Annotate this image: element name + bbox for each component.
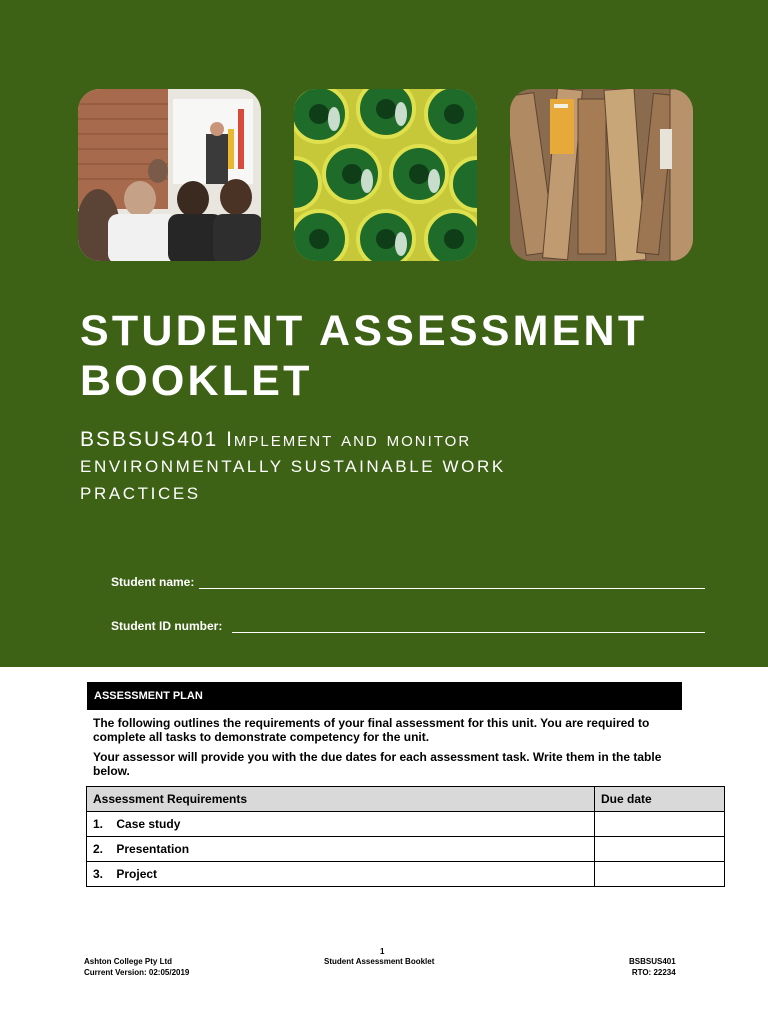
row-number: 3. bbox=[93, 867, 104, 881]
student-id-line[interactable] bbox=[232, 619, 705, 633]
footer-unit: BSBSUS401 bbox=[629, 957, 676, 966]
title-line-1: STUDENT ASSESSMENT bbox=[80, 307, 648, 355]
student-name-line[interactable] bbox=[199, 575, 705, 589]
subtitle-line-4: PRACTICES bbox=[80, 484, 201, 503]
requirement-cell bbox=[87, 812, 595, 837]
col-due-date: Due date bbox=[595, 787, 725, 812]
row-label: Case study bbox=[116, 817, 181, 831]
row-number: 1. bbox=[93, 817, 104, 831]
plan-paragraph-1: The following outlines the requirements of your final assessment for this unit. You are required to complete all tasks to demonstrate competency for the unit. bbox=[93, 716, 650, 744]
requirement-cell bbox=[87, 837, 595, 862]
table-header-row bbox=[87, 787, 725, 812]
student-name-field[interactable] bbox=[111, 571, 705, 589]
classroom-photo bbox=[78, 89, 261, 261]
assessment-plan-header: ASSESSMENT PLAN bbox=[87, 682, 682, 710]
footer-left bbox=[84, 956, 189, 978]
plan-paragraph-2: Your assessor will provide you with the due dates for each assessment task. Write them in the table below. bbox=[93, 750, 662, 778]
table-row bbox=[87, 812, 725, 837]
page-number: 1 bbox=[380, 947, 385, 956]
footer-doc-title: Student Assessment Booklet bbox=[324, 957, 435, 966]
row-label: Project bbox=[116, 867, 158, 881]
row-number: 2. bbox=[93, 842, 104, 856]
footer-right bbox=[629, 956, 676, 978]
requirement-cell bbox=[87, 862, 595, 887]
student-id-field[interactable] bbox=[111, 615, 705, 633]
subtitle-line-2: Implement and monitor bbox=[226, 428, 472, 451]
unit-subtitle bbox=[80, 426, 740, 507]
cardboard-photo bbox=[510, 89, 693, 261]
due-date-cell[interactable] bbox=[595, 862, 725, 887]
footer-org: Ashton College Pty Ltd bbox=[84, 957, 172, 966]
col-requirements: Assessment Requirements bbox=[87, 787, 595, 812]
footer-version: Current Version: 02:05/2019 bbox=[84, 968, 190, 977]
subtitle-line-3: ENVIRONMENTALLY SUSTAINABLE WORK bbox=[80, 457, 506, 476]
footer-rto: RTO: 22234 bbox=[631, 968, 676, 977]
row-label: Presentation bbox=[116, 842, 190, 856]
student-name-label: Student name: bbox=[111, 575, 195, 589]
due-date-cell[interactable] bbox=[595, 837, 725, 862]
table-row bbox=[87, 837, 725, 862]
table-row bbox=[87, 862, 725, 887]
booklet-title bbox=[80, 306, 740, 406]
unit-code: BSBSUS401 bbox=[80, 428, 227, 451]
bottles-photo bbox=[294, 89, 477, 261]
title-line-2: BOOKLET bbox=[80, 357, 313, 405]
student-id-label: Student ID number: bbox=[111, 619, 223, 633]
assessment-table bbox=[86, 786, 725, 887]
due-date-cell[interactable] bbox=[595, 812, 725, 837]
